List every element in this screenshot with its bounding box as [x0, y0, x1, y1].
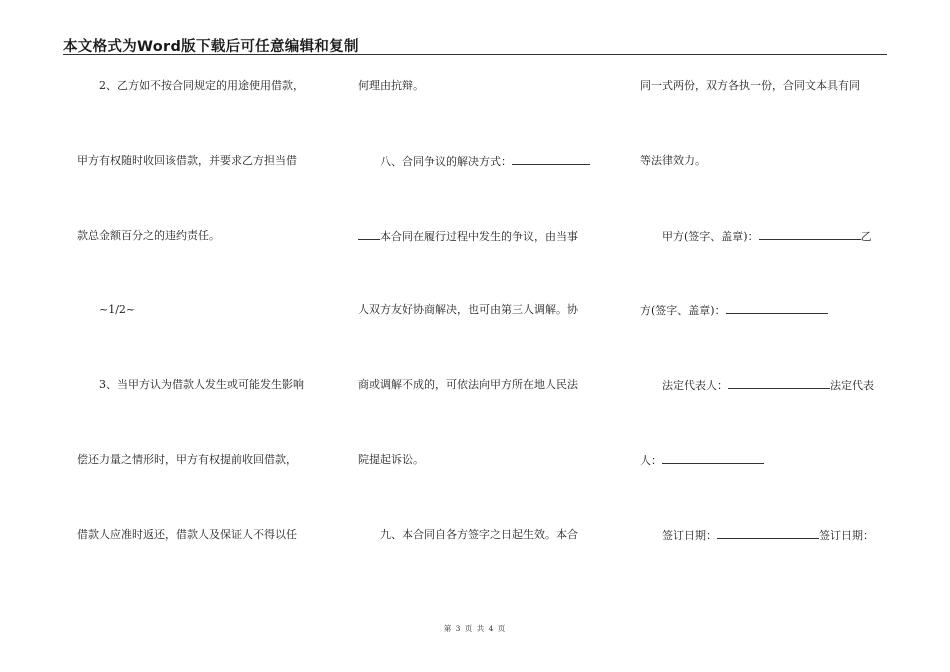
- document-title: 本文格式为Word版下载后可任意编辑和复制: [63, 39, 359, 55]
- signing-date-line: [662, 528, 874, 543]
- text-column-middle: [358, 0, 613, 672]
- text-segment: 人：: [640, 454, 662, 467]
- signing-date-label: 签订日期：: [662, 529, 717, 542]
- page-marker: ~1/2~: [99, 303, 136, 316]
- signing-date-blank: [717, 528, 819, 539]
- text-line: 商或调解不成的，可依法向甲方所在地人民法: [358, 378, 578, 391]
- text-line: 甲方有权随时收回该借款，并要求乙方担当借: [77, 154, 297, 167]
- signing-date-label-2: 签订日期：: [819, 529, 874, 542]
- legal-rep-label-2: 法定代表: [830, 379, 874, 392]
- party-a-signature-blank: [759, 229, 861, 240]
- text-line: 借款人应准时返还，借款人及保证人不得以任: [77, 528, 297, 541]
- text-line: 偿还力量之情形时，甲方有权提前收回借款，: [77, 453, 297, 466]
- fill-blank: [358, 229, 380, 240]
- legal-rep-line-2: [640, 453, 764, 468]
- legal-rep-blank: [728, 378, 830, 389]
- party-b-label: 方(签字、盖章)：: [640, 304, 726, 317]
- text-segment: 乙: [860, 230, 872, 243]
- legal-rep-line: [662, 378, 874, 393]
- page-number: 第 3 页 共 4 页: [443, 624, 507, 633]
- text-line: 等法律效力。: [640, 154, 706, 167]
- party-b-signature-blank: [726, 303, 828, 314]
- text-line: 何理由抗辩。: [358, 79, 424, 92]
- legal-rep-label: 法定代表人：: [662, 379, 728, 392]
- party-b-signature-line: [640, 303, 828, 318]
- party-a-signature-line: [662, 229, 872, 244]
- text-segment: 本合同在履行过程中发生的争议，由当事: [380, 230, 578, 243]
- text-line: 同一式两份，双方各执一份，合同文本具有同: [640, 79, 860, 92]
- text-column-right: [640, 0, 890, 672]
- text-line: 九、本合同自各方签字之日起生效。本合: [380, 528, 578, 541]
- dispute-resolution-label: 八、合同争议的解决方式：: [380, 155, 512, 168]
- text-column-left: [77, 0, 332, 672]
- dispute-resolution-line: [380, 154, 590, 169]
- text-line: 2、乙方如不按合同规定的用途使用借款，: [99, 79, 304, 92]
- party-a-label: 甲方(签字、盖章)：: [662, 230, 759, 243]
- legal-rep-blank-2: [662, 453, 764, 464]
- text-line: 款总金额百分之的违约责任。: [77, 229, 220, 242]
- text-line: [358, 229, 578, 244]
- text-line: 3、当甲方认为借款人发生或可能发生影响: [99, 378, 304, 391]
- text-line: 院提起诉讼。: [358, 453, 424, 466]
- dispute-resolution-blank: [512, 154, 590, 165]
- text-line: 人双方友好协商解决，也可由第三人调解。协: [358, 303, 578, 316]
